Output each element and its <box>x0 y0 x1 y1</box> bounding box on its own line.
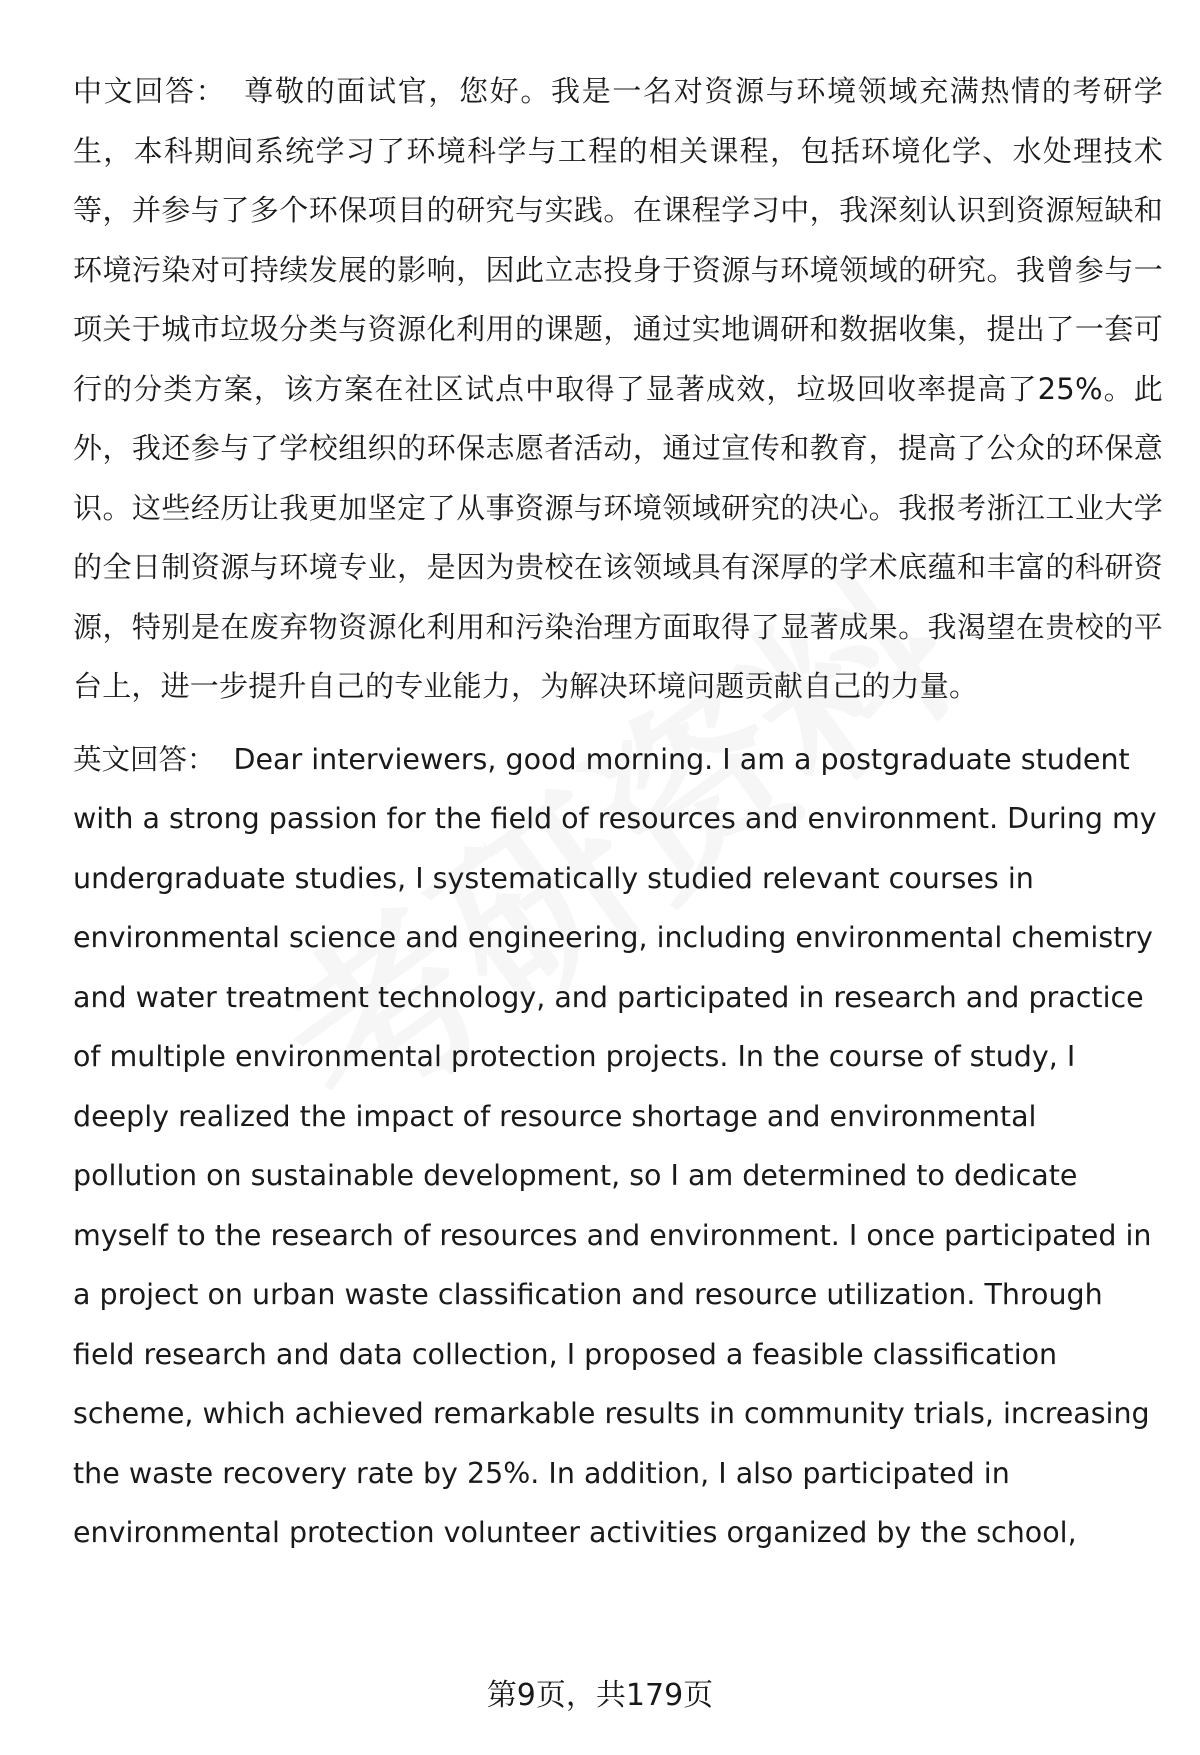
chinese-answer-text: 尊敬的面试官，您好。我是一名对资源与环境领域充满热情的考研学生，本科期间系统学习了环境科学与工程的相关课程，包括环境化学、水处理技术等，并参与了多个环保项目的研究与实践。在课程学习中，我深刻认识到资源短缺和环境污染对可持续发展的影响，因此立志投身于资源与环境领域的研究。我曾参与一项关于城市垃圾分类与资源化利用的课题，通过实地调研和数据收集，提出了一套可行的分类方案，该方案在社区试点中取得了显著成效，垃圾回收率提高了25%。此外，我还参与了学校组织的环保志愿者活动，通过宣传和教育，提高了公众的环保意识。这些经历让我更加坚定了从事资源与环境领域研究的决心。我报考浙江工业大学的全日制资源与环境专业，是因为贵校在该领域具有深厚的学术底蕴和丰富的科研资源，特别是在废弃物资源化利用和污染治理方面取得了显著成果。我渴望在贵校的平台上，进一步提升自己的专业能力，为解决环境问题贡献自己的力量。 <box>73 74 1163 703</box>
english-answer-label: 英文回答： <box>73 742 216 776</box>
document-body <box>73 62 1163 1563</box>
english-answer-paragraph <box>73 730 1163 1563</box>
page-number-indicator: 第9页，共179页 <box>486 1678 714 1713</box>
english-answer-text: Dear interviewers, good morning. I am a postgraduate student with a strong passion for the field of resources and environment. During my undergraduate studies, I systematically studied relevant courses in environmental science and engineering, including environmental chemistry and water treatment technology, and participated in research and practice of multiple environmental protection projects. In the course of study, I deeply realized the impact of resource shortage and environmental pollution on sustainable development, so I am determined to dedicate myself to the research of resources and environment. I once participated in a project on urban waste classification and resource utilization. Through field research and data collection, I proposed a feasible classification scheme, which achieved remarkable results in community trials, increasing the waste recovery rate by 25%. In addition, I also participated in environmental protection volunteer activities organized by the school, <box>73 742 1157 1549</box>
page-footer <box>0 1676 1200 1716</box>
chinese-answer-label: 中文回答： <box>73 74 227 108</box>
chinese-answer-paragraph <box>73 62 1163 717</box>
